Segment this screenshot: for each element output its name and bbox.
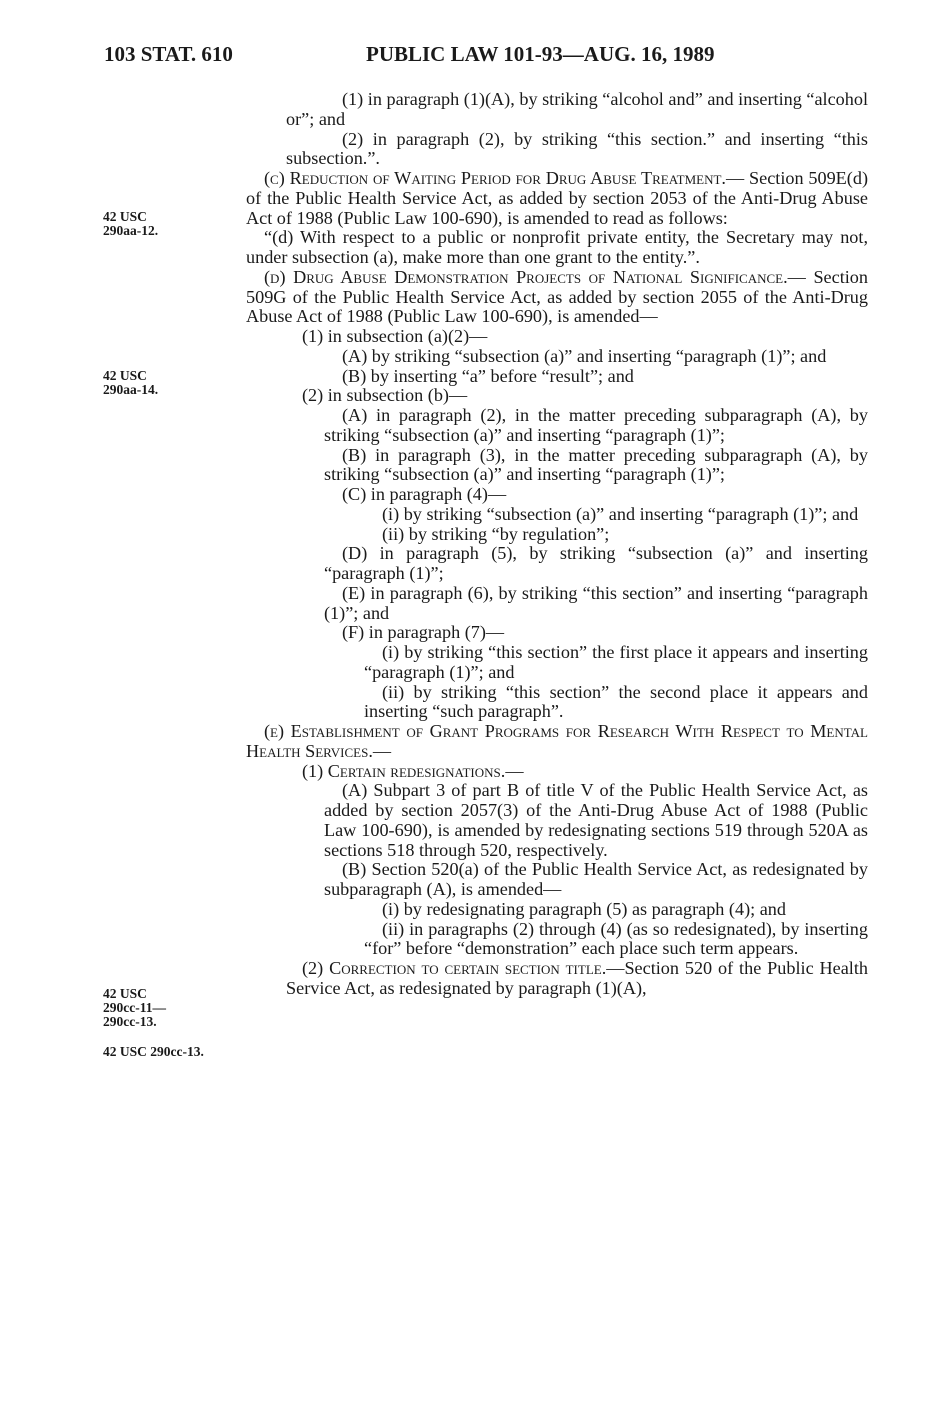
subparagraph: (F) in paragraph (7)—: [342, 622, 505, 643]
document-body: [246, 90, 868, 999]
subparagraph: (A) Subpart 3 of part B of title V of the Public Health Service Act, as added by section 2057(3) of the Anti-Drug Abuse Act of 1988 (Public Law 100-690), is amended by redesignating sections 519 through 520A as sections 518 through 520, respectively.: [324, 780, 868, 860]
page-header: [0, 42, 946, 72]
margin-note: 42 USC 290aa-14.: [103, 368, 159, 397]
paragraph: (1) in paragraph (1)(A), by striking “alcohol and” and inserting “alcohol or”; and: [286, 89, 868, 129]
paragraph-heading: (1) Certain redesignations.—: [302, 760, 524, 781]
paragraph: (2) in subsection (b)—: [302, 385, 468, 406]
section-c: (c) Reduction of Waiting Period for Drug Abuse Treatment.— Section 509E(d) of the Public Health Service Act, as added by section 2053 of the Anti-Drug Abuse Act of 1988 (Public Law 100-690), is amended to read as follows:: [246, 168, 869, 228]
section-d: (d) Drug Abuse Demonstration Projects of National Significance.— Section 509G of the Public Health Service Act, as added by section 2055 of the Anti-Drug Abuse Act of 1988 (Public Law 100-690), is amended—: [246, 266, 868, 327]
paragraph: (2) Correction to certain section title.—Section 520 of the Public Health Service Act, as redesignated by paragraph (1)(A),: [286, 958, 868, 998]
section-heading: (d) Drug Abuse Demonstration Projects of National Significance.—: [264, 266, 806, 287]
clause: (i) by redesignating paragraph (5) as paragraph (4); and: [382, 898, 786, 919]
clause: (i) by striking “subsection (a)” and inserting “paragraph (1)”; and: [382, 503, 859, 524]
clause: (ii) in paragraphs (2) through (4) (as so redesignated), by inserting “for” before “demonstration” each place such term appears.: [364, 918, 868, 959]
quoted-text: “(d) With respect to a public or nonprofit private entity, the Secretary may not, under subsection (a), make more than one grant to the entity.”.: [246, 227, 868, 267]
subparagraph: (B) in paragraph (3), in the matter preceding subparagraph (A), by striking “subsection (a)” and inserting “paragraph (1)”;: [324, 444, 868, 485]
paragraph: (1) in subsection (a)(2)—: [302, 326, 488, 346]
subparagraph: (B) Section 520(a) of the Public Health Service Act, as redesignated by subparagraph (A), is amended—: [324, 859, 868, 899]
subparagraph: (D) in paragraph (5), by striking “subsection (a)” and inserting “paragraph (1)”;: [324, 543, 868, 583]
clause: (i) by striking “this section” the first place it appears and inserting “paragraph (1)”; and: [364, 642, 868, 682]
section-heading: (c) Reduction of Waiting Period for Drug Abuse Treatment.—: [264, 168, 745, 188]
subparagraph: (A) by striking “subsection (a)” and inserting “paragraph (1)”; and: [342, 345, 827, 366]
margin-note: 42 USC 290aa-12.: [103, 209, 159, 238]
section-heading: (e) Establishment of Grant Programs for Research With Respect to Mental Health Services.—: [246, 721, 868, 761]
subparagraph: (E) in paragraph (6), by striking “this section” and inserting “paragraph (1)”; and: [324, 582, 868, 623]
margin-note: 42 USC 290cc-11— 290cc-13.: [103, 986, 166, 1029]
public-law-title: PUBLIC LAW 101-93—AUG. 16, 1989: [366, 42, 715, 66]
subparagraph: (A) in paragraph (2), in the matter preceding subparagraph (A), by striking “subsection (a)” and inserting “paragraph (1)”;: [324, 405, 868, 445]
paragraph: (2) in paragraph (2), by striking “this section.” and inserting “this subsection.”.: [286, 128, 868, 169]
statute-page-number: 103 STAT. 610: [104, 42, 233, 66]
paragraph-heading: (2) Correction to certain section title.—: [302, 958, 625, 978]
subparagraph: (B) by inserting “a” before “result”; and: [342, 365, 634, 386]
clause: (ii) by striking “by regulation”;: [382, 523, 610, 544]
subparagraph: (C) in paragraph (4)—: [342, 484, 507, 504]
clause: (ii) by striking “this section” the second place it appears and inserting “such paragraph”.: [364, 681, 868, 722]
margin-note: 42 USC 290cc-13.: [103, 1044, 204, 1059]
